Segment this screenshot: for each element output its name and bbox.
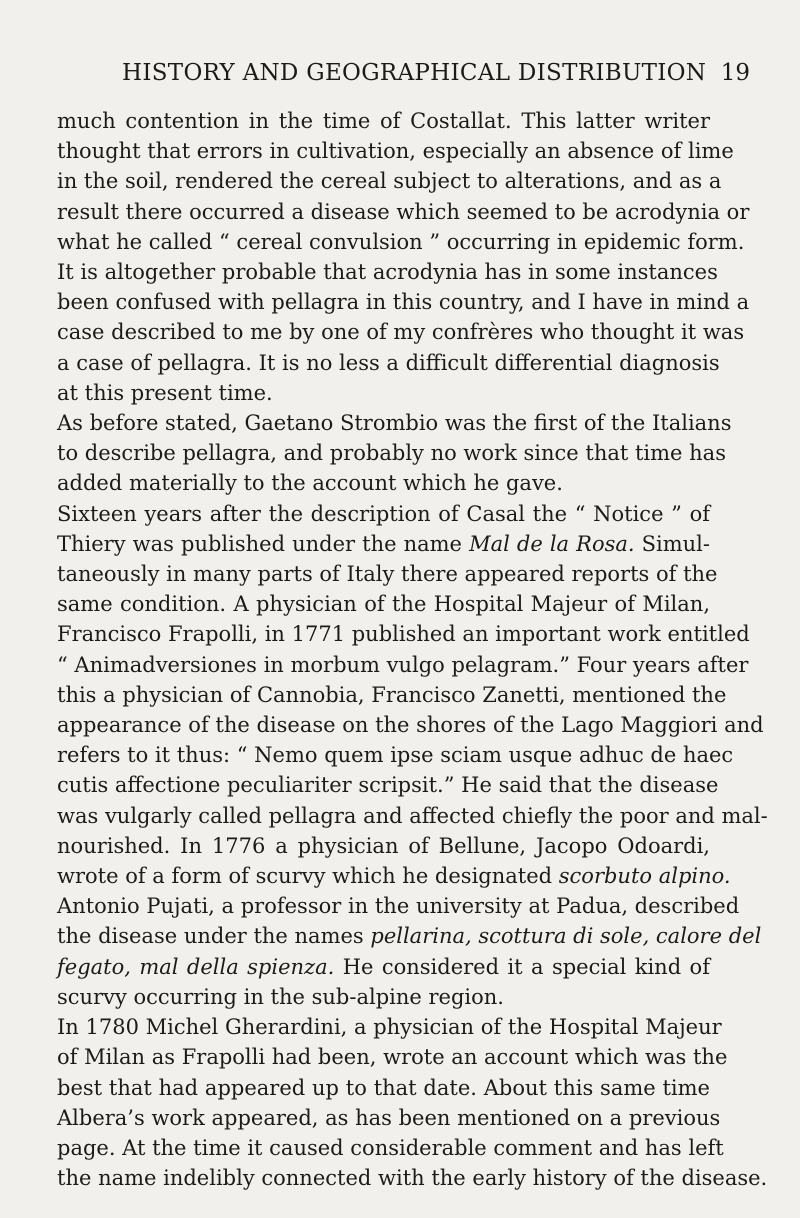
text-line: of Milan as Frapolli had been, wrote an account which was the xyxy=(57,1045,728,1070)
italic-term: pellarina, scottura di sole, calore del xyxy=(370,924,762,949)
text-line: cutis affectione peculiariter scripsit.” He said that the disease xyxy=(57,773,719,798)
text-span: Thiery was published under the name xyxy=(57,531,470,556)
text-line: Albera’s work appeared, as has been mentioned on a previous xyxy=(57,1105,721,1130)
text-line: taneously in many parts of Italy there appeared reports of the xyxy=(57,562,718,587)
text-line: page. At the time it caused considerable comment and has left xyxy=(57,1135,724,1160)
text-line: Sixteen years after the description of Casal the “ Notice ” of xyxy=(57,501,710,526)
text-line: was vulgarly called pellagra and affected chiefly the poor and mal- xyxy=(57,803,768,828)
text-span: Simul- xyxy=(634,531,710,556)
italic-term: scorbuto alpino. xyxy=(558,864,731,889)
text-line: added materially to the account which he gave. xyxy=(57,471,563,496)
paragraph-4 xyxy=(57,499,768,1012)
text-line: result there occurred a disease which seemed to be acrodynia or xyxy=(57,199,750,224)
text-line: a case of pellagra. It is no less a difficult differential diagnosis xyxy=(57,350,720,375)
text-line: been confused with pellagra in this country, and I have in mind a xyxy=(57,290,750,315)
text-line xyxy=(57,921,762,951)
text-line: refers to it thus: “ Nemo quem ipse sciam usque adhuc de haec xyxy=(57,743,734,768)
italic-title: Mal de la Rosa. xyxy=(469,531,635,556)
running-head xyxy=(58,60,750,90)
text-line: scurvy occurring in the sub-alpine region. xyxy=(57,984,504,1009)
text-line: what he called “ cereal convulsion ” occurring in epidemic form. xyxy=(57,229,745,254)
text-line: same condition. A physician of the Hospital Majeur of Milan, xyxy=(57,592,710,617)
paragraph-2 xyxy=(57,257,750,408)
text-span: the disease under the names xyxy=(57,924,371,949)
text-line: in the soil, rendered the cereal subject to alterations, and as a xyxy=(57,169,722,194)
running-title: HISTORY AND GEOGRAPHICAL DISTRIBUTION xyxy=(122,60,707,86)
text-line: nourished. In 1776 a physician of Bellune, Jacopo Odoardi, xyxy=(57,833,710,858)
text-line: As before stated, Gaetano Strombio was the first of the Italians xyxy=(57,411,732,436)
text-line: thought that errors in cultivation, especially an absence of lime xyxy=(57,139,734,164)
text-line xyxy=(57,861,731,891)
text-line: best that had appeared up to that date. About this same time xyxy=(57,1075,710,1100)
text-span: wrote of a form of scurvy which he designated xyxy=(57,864,559,889)
paragraph-1 xyxy=(57,106,750,257)
paragraph-5 xyxy=(57,1012,768,1193)
text-line: much contention in the time of Costallat. This latter writer xyxy=(57,109,710,133)
body-text xyxy=(57,106,768,1193)
page-number: 19 xyxy=(720,60,750,86)
text-line: In 1780 Michel Gherardini, a physician of the Hospital Majeur xyxy=(57,1015,722,1040)
text-line: at this present time. xyxy=(57,380,273,405)
text-line: case described to me by one of my confrères who thought it was xyxy=(57,320,745,345)
text-line xyxy=(57,952,710,982)
paragraph-3 xyxy=(57,408,732,499)
text-line: Antonio Pujati, a professor in the university at Padua, described xyxy=(57,894,740,919)
text-line: It is altogether probable that acrodynia has in some instances xyxy=(57,260,718,285)
text-line: the name indelibly connected with the early history of the disease. xyxy=(57,1166,768,1191)
text-line: this a physician of Cannobia, Francisco Zanetti, mentioned the xyxy=(57,682,727,707)
text-line: to describe pellagra, and probably no work since that time has xyxy=(57,441,726,466)
text-line: Francisco Frapolli, in 1771 published an important work entitled xyxy=(57,622,750,647)
text-line: “ Animadversiones in morbum vulgo pelagram.” Four years after xyxy=(57,652,749,677)
italic-term: fegato, mal della spienza. xyxy=(57,954,335,979)
text-span: He considered it a special kind of xyxy=(334,954,710,979)
text-line: appearance of the disease on the shores of the Lago Maggiori and xyxy=(57,713,764,738)
text-line xyxy=(57,529,710,559)
